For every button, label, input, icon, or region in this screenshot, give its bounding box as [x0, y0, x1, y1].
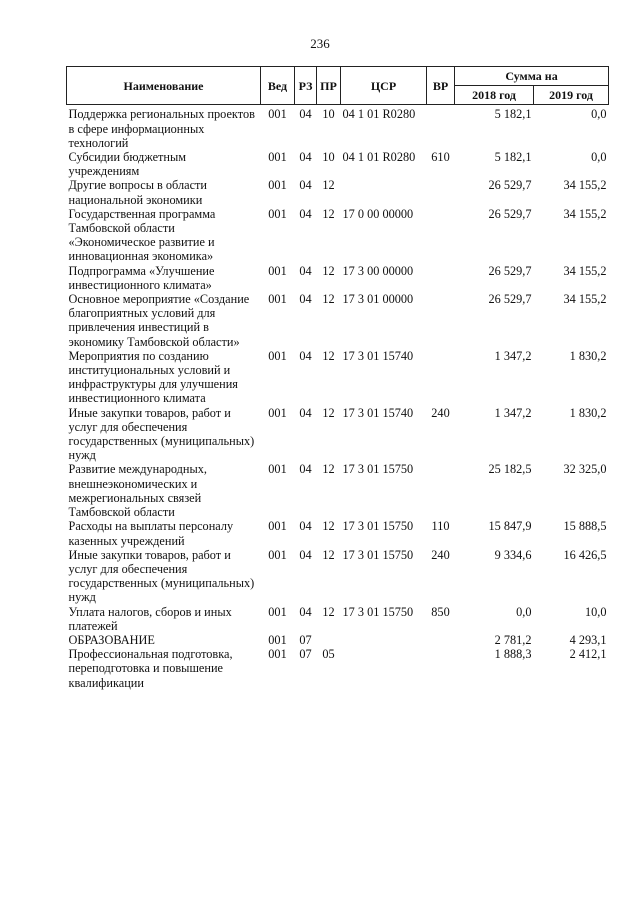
cell-ved: 001	[268, 150, 287, 165]
cell-2019: 34 155,2	[563, 292, 607, 307]
cell-ved: 001	[268, 647, 287, 662]
cell-2018: 5 182,1	[494, 150, 532, 165]
cell-vr	[427, 349, 455, 406]
cell-ved: 001	[268, 263, 287, 278]
cell-2019: 34 155,2	[563, 178, 607, 193]
cell-csr: 17 3 01 15750	[342, 462, 414, 477]
cell-pr: 12	[322, 405, 335, 420]
table-row	[67, 647, 609, 690]
cell-csr	[341, 647, 427, 690]
table-row	[67, 178, 609, 206]
cell-csr: 17 3 00 00000	[342, 263, 414, 278]
table-row	[67, 548, 609, 605]
cell-csr: 17 3 01 15750	[342, 604, 414, 619]
cell-vr: 850	[431, 604, 450, 619]
cell-name: Профессиональная подготовка, переподготовка и повышение квалификации	[68, 647, 233, 690]
cell-2018: 9 334,6	[494, 547, 532, 562]
cell-ved: 001	[268, 462, 287, 477]
cell-ved: 001	[268, 405, 287, 420]
header-pr: ПР	[317, 67, 341, 105]
cell-2019: 1 830,2	[569, 348, 607, 363]
cell-name: Основное мероприятие «Создание благоприятных условий для привлечения инвестиций в экономику Тамбовской области»	[68, 292, 250, 349]
cell-2019: 1 830,2	[569, 405, 607, 420]
cell-csr	[341, 178, 427, 206]
cell-csr: 17 3 01 15740	[342, 405, 414, 420]
cell-2018: 5 182,1	[494, 107, 532, 122]
cell-pr: 12	[322, 178, 335, 193]
table-row	[67, 519, 609, 547]
cell-pr: 10	[322, 150, 335, 165]
cell-rz: 04	[299, 107, 312, 122]
cell-rz: 07	[299, 632, 312, 647]
cell-vr: 240	[431, 547, 450, 562]
cell-rz: 04	[299, 462, 312, 477]
table-row	[67, 105, 609, 150]
header-ved: Вед	[261, 67, 295, 105]
cell-name: Расходы на выплаты персоналу казенных учреждений	[68, 519, 234, 548]
cell-2018: 26 529,7	[488, 292, 532, 307]
cell-2019: 15 888,5	[563, 519, 607, 534]
cell-vr	[427, 462, 455, 519]
cell-vr	[427, 633, 455, 647]
cell-pr: 12	[322, 206, 335, 221]
cell-2019: 0,0	[591, 150, 607, 165]
cell-vr: 110	[431, 519, 450, 534]
cell-ved: 001	[268, 178, 287, 193]
cell-2018: 26 529,7	[488, 178, 532, 193]
cell-name: Уплата налогов, сборов и иных платежей	[68, 604, 232, 633]
cell-ved: 001	[268, 107, 287, 122]
cell-pr: 12	[322, 292, 335, 307]
cell-2018: 1 347,2	[494, 348, 532, 363]
cell-name: Другие вопросы в области национальной экономики	[68, 178, 208, 207]
header-2018: 2018 год	[455, 86, 534, 105]
cell-ved: 001	[268, 632, 287, 647]
cell-csr: 04 1 01 R0280	[342, 150, 416, 165]
cell-pr: 12	[322, 604, 335, 619]
cell-2018: 25 182,5	[488, 462, 532, 477]
table-row	[67, 264, 609, 292]
cell-vr	[427, 178, 455, 206]
cell-2018: 15 847,9	[488, 519, 532, 534]
cell-rz: 04	[299, 405, 312, 420]
cell-2018: 1 888,3	[494, 647, 532, 662]
cell-rz: 04	[299, 547, 312, 562]
cell-2018: 26 529,7	[488, 263, 532, 278]
cell-vr	[427, 292, 455, 349]
cell-name: Иные закупки товаров, работ и услуг для обеспечения государственных (муниципальных) нужд	[68, 547, 255, 605]
table-row	[67, 462, 609, 519]
cell-2019: 34 155,2	[563, 263, 607, 278]
cell-rz: 04	[299, 178, 312, 193]
cell-rz: 04	[299, 206, 312, 221]
table-row	[67, 150, 609, 178]
cell-vr: 610	[431, 150, 450, 165]
table-row	[67, 292, 609, 349]
cell-name: Иные закупки товаров, работ и услуг для обеспечения государственных (муниципальных) нужд	[68, 405, 255, 463]
cell-rz: 04	[299, 263, 312, 278]
cell-2019: 34 155,2	[563, 206, 607, 221]
table-row	[67, 207, 609, 264]
cell-name: Мероприятия по созданию институциональных условий и инфраструктуры для улучшения инвестиционного климата	[68, 348, 238, 406]
header-rz: РЗ	[295, 67, 317, 105]
cell-vr	[427, 264, 455, 292]
cell-ved: 001	[268, 206, 287, 221]
table-body	[67, 105, 609, 690]
cell-2018: 0,0	[516, 604, 532, 619]
cell-rz: 04	[299, 604, 312, 619]
cell-pr: 10	[322, 107, 335, 122]
cell-csr: 17 3 01 00000	[342, 292, 414, 307]
cell-rz: 04	[299, 519, 312, 534]
cell-vr	[427, 207, 455, 264]
cell-csr: 17 3 01 15750	[342, 519, 414, 534]
cell-name: Субсидии бюджетным учреждениям	[68, 150, 187, 179]
cell-2018: 26 529,7	[488, 206, 532, 221]
cell-pr: 12	[322, 348, 335, 363]
cell-name: Подпрограмма «Улучшение инвестиционного климата»	[68, 263, 215, 292]
cell-csr	[341, 633, 427, 647]
cell-2019: 4 293,1	[569, 632, 607, 647]
header-sum: Сумма на	[455, 67, 609, 86]
header-2019: 2019 год	[534, 86, 609, 105]
cell-csr: 17 3 01 15750	[342, 547, 414, 562]
cell-ved: 001	[268, 348, 287, 363]
cell-rz: 04	[299, 150, 312, 165]
cell-pr: 12	[322, 547, 335, 562]
cell-ved: 001	[268, 292, 287, 307]
table-row	[67, 349, 609, 406]
cell-2019: 32 325,0	[563, 462, 607, 477]
cell-name: Развитие международных, внешнеэкономических и межрегиональных связей Тамбовской области	[68, 462, 207, 520]
cell-2019: 0,0	[591, 107, 607, 122]
cell-csr: 17 3 01 15740	[342, 348, 414, 363]
table-row	[67, 605, 609, 633]
cell-csr: 17 0 00 00000	[342, 206, 414, 221]
table-row	[67, 633, 609, 647]
cell-csr: 04 1 01 R0280	[342, 107, 416, 122]
cell-2019: 2 412,1	[569, 647, 607, 662]
cell-2018: 1 347,2	[494, 405, 532, 420]
cell-rz: 07	[299, 647, 312, 662]
cell-vr: 240	[431, 405, 450, 420]
cell-name: Поддержка региональных проектов в сфере информационных технологий	[68, 107, 255, 150]
header-vr: ВР	[427, 67, 455, 105]
cell-rz: 04	[299, 292, 312, 307]
cell-pr: 12	[322, 519, 335, 534]
cell-2018: 2 781,2	[494, 632, 532, 647]
page-number: 236	[310, 36, 330, 51]
cell-vr	[427, 647, 455, 690]
cell-pr: 12	[322, 462, 335, 477]
cell-pr: 05	[322, 647, 335, 662]
cell-ved: 001	[268, 604, 287, 619]
header-name: Наименование	[67, 67, 261, 105]
cell-name: ОБРАЗОВАНИЕ	[68, 632, 155, 647]
cell-vr	[427, 105, 455, 150]
header-csr: ЦСР	[341, 67, 427, 105]
cell-ved: 001	[268, 519, 287, 534]
table-row	[67, 406, 609, 463]
cell-pr	[317, 633, 341, 647]
cell-rz: 04	[299, 348, 312, 363]
budget-table	[66, 66, 609, 690]
cell-2019: 16 426,5	[563, 547, 607, 562]
cell-pr: 12	[322, 263, 335, 278]
cell-ved: 001	[268, 547, 287, 562]
cell-2019: 10,0	[584, 604, 607, 619]
cell-name: Государственная программа Тамбовской области «Экономическое развитие и инновационная экономика»	[68, 206, 216, 264]
